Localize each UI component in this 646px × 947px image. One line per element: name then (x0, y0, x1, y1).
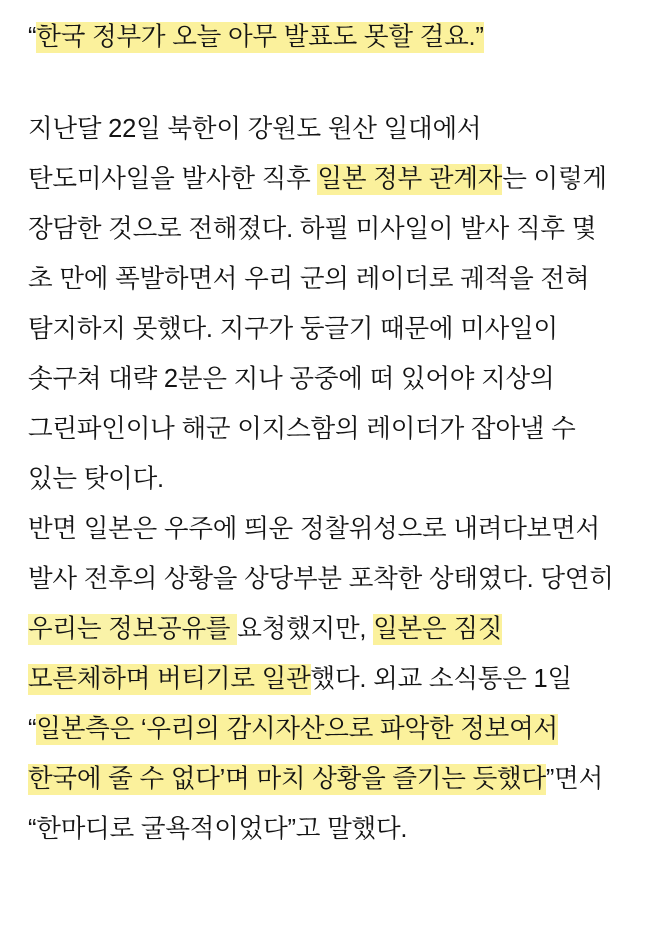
body2-highlight-japan-stance: 일본은 짐짓 모른체하며 버티기로 일관 (28, 615, 503, 693)
body2-text-part1: 반면 일본은 우주에 띄운 정찰위성으로 내려다보면서 발사 전후의 상황을 상당부분 포착한 상태였다. 당연히 (28, 515, 614, 593)
lead-quote-paragraph (28, 12, 618, 62)
quote-open-mark: “ (28, 23, 37, 51)
highlighted-quote-text: 한국 정부가 오늘 아무 발표도 못할 걸요.” (36, 23, 484, 51)
body2-text-part2: 요청했지만, (237, 615, 374, 643)
body1-highlight-japan-official: 일본 정부 관계자 (317, 165, 503, 193)
body2-highlight-source-quote: 일본측은 ‘우리의 감시자산으로 파악한 정보여서 한국에 줄 수 없다’며 마치 상황을 즐기는 듯했다 (28, 715, 558, 793)
body2-text-part3: 했다. 외교 소식통은 1일 “ (28, 665, 572, 743)
body1-text-part1: 지난달 22일 북한이 강원도 원산 일대에서 탄도미사일을 발사한 직후 (28, 115, 482, 193)
body-paragraph-1 (28, 104, 618, 504)
body-paragraph-2 (28, 504, 618, 854)
body2-highlight-info-sharing: 우리는 정보공유를 (28, 615, 238, 643)
body2-text-part4: ”면서 “한마디로 굴욕적이었다”고 말했다. (28, 765, 604, 843)
body1-text-part2: 는 이렇게 장담한 것으로 전해졌다. 하필 미사일이 발사 직후 몇 초 만에 폭발하면서 우리 군의 레이더로 궤적을 전혀 탐지하지 못했다. 지구가 둥글기 때문에 미사일이 솟구쳐 대략 2분은 지나 공중에 떠 있어야 지상의 그린파인이나 해군 이지스함의 레이더가 잡아낼 수 있는 탓이다. (28, 165, 607, 493)
